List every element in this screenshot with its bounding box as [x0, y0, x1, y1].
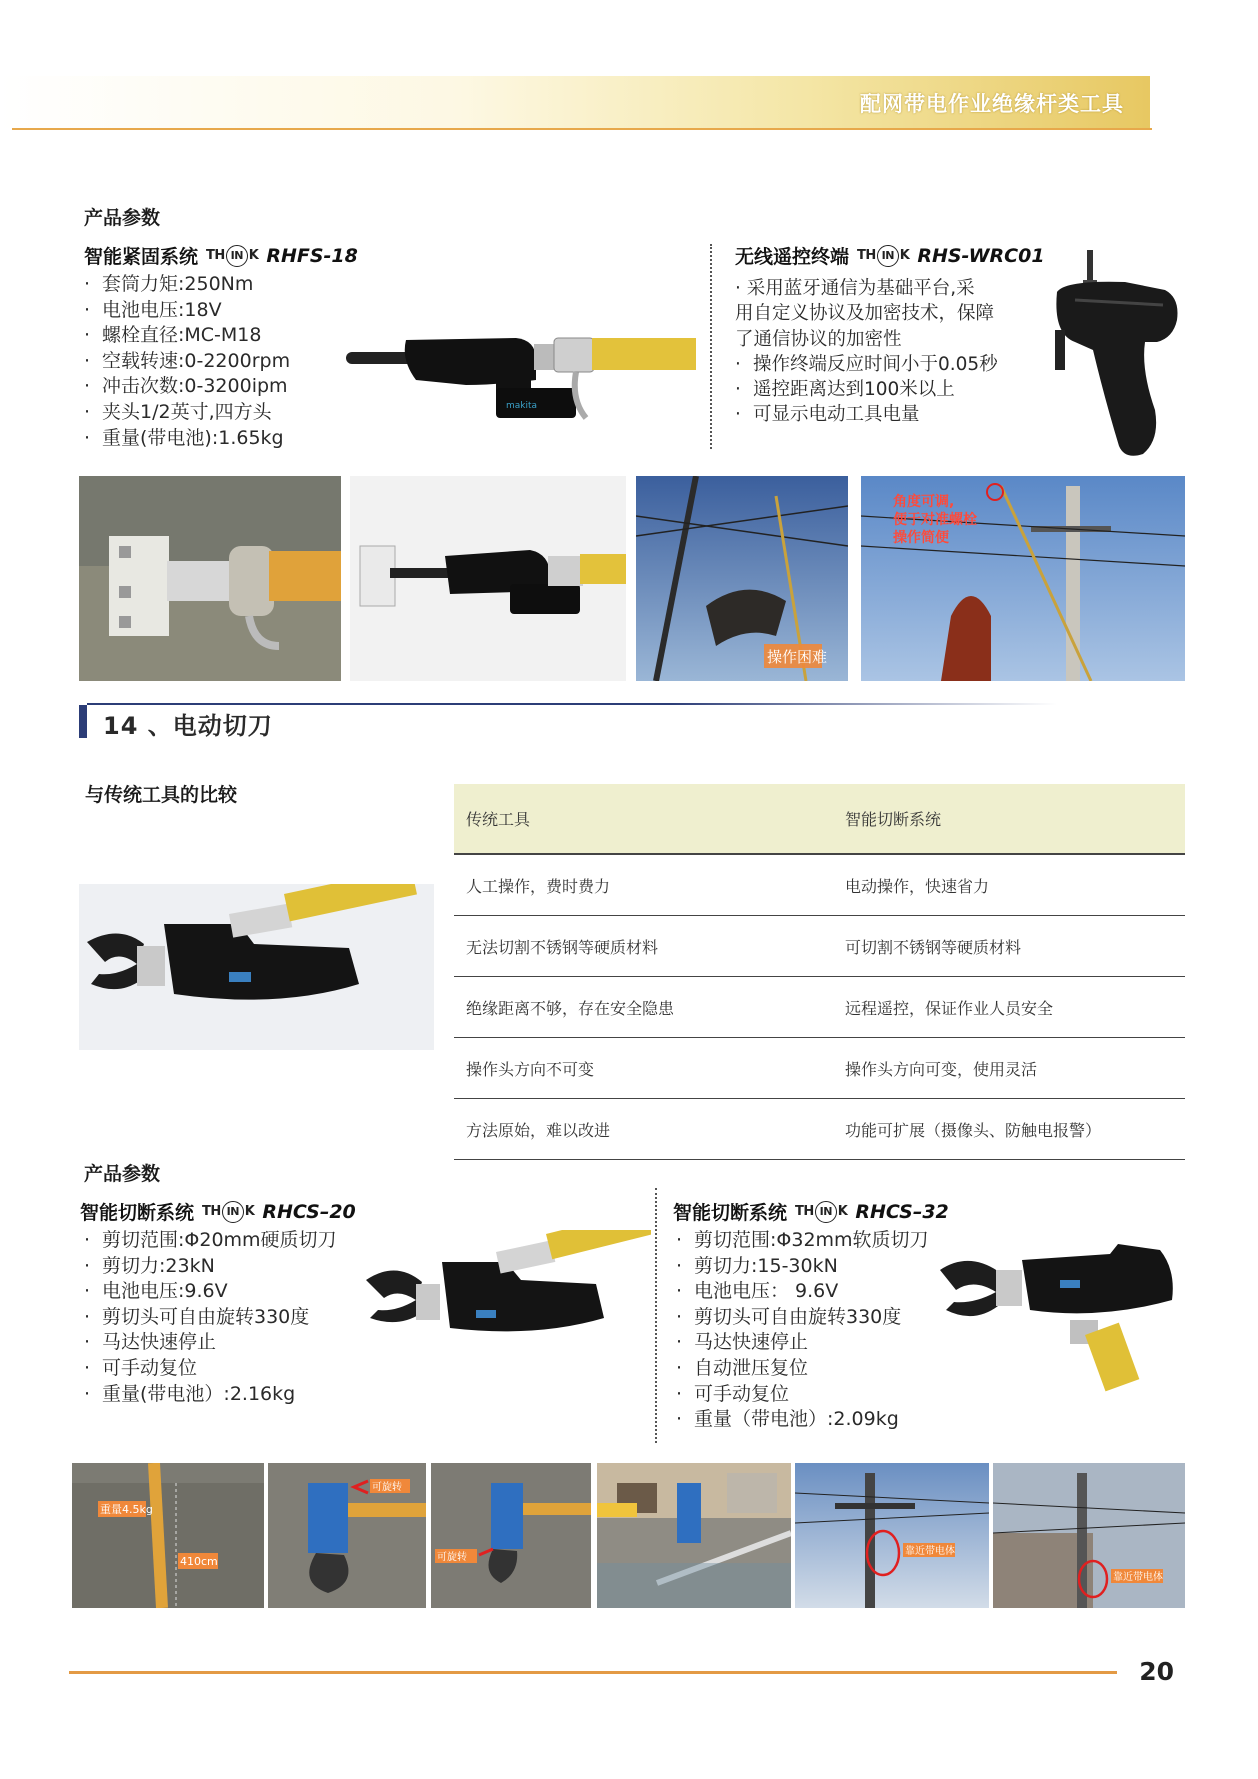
spec-item: · 遥控距离达到100米以上 [735, 379, 955, 401]
photo-rotate-1 [268, 1463, 426, 1608]
product-title-rhcs32 [673, 1198, 949, 1225]
table-row: 绝缘距离不够，存在安全隐患 远程遥控，保证作业人员安全 [454, 977, 1185, 1038]
product-title-rhcs20 [80, 1198, 356, 1225]
photo-pole-adjustable [861, 476, 1185, 681]
spec-item: · 操作终端反应时间小于0.05秒 [735, 353, 998, 375]
photo-outdoor-demo [597, 1463, 791, 1608]
product-title-wrc01 [735, 242, 1045, 269]
label-rotate-2: 可旋转 [437, 1552, 467, 1563]
think-logo: TH IN K [206, 245, 258, 267]
header-title: 配网带电作业绝缘杆类工具 [860, 92, 1124, 116]
think-logo: TH IN K [857, 245, 909, 267]
svg-text:角度可调,: 角度可调, [893, 494, 955, 510]
product-model: RHCS–20 [262, 1200, 356, 1223]
photo-rotate-2 [431, 1463, 591, 1608]
product-model: RHS-WRC01 [917, 244, 1045, 267]
header-rule [12, 128, 1152, 130]
page-number: 20 [1139, 1657, 1174, 1686]
product-name: 智能切断系统 [80, 1202, 195, 1224]
spec-item: · 重量（带电池）:2.09kg [676, 1408, 899, 1431]
spec-list-rhcs20 [84, 1228, 337, 1407]
spec-item: · 剪切范围:Φ32mm软质切刀 [676, 1229, 929, 1251]
params-heading-2: 产品参数 [84, 1163, 161, 1185]
table-row: 方法原始，难以改进 功能可扩展（摄像头、防触电报警） [454, 1099, 1185, 1160]
remote-control-image [1045, 250, 1185, 460]
section-header-14 [79, 703, 1057, 741]
product-name: 智能紧固系统 [84, 246, 199, 268]
table-row: 无法切割不锈钢等硬质材料 可切割不锈钢等硬质材料 [454, 916, 1185, 977]
spec-item: · 电池电压:9.6V [84, 1280, 228, 1303]
spec-item: · 冲击次数:0-3200ipm [84, 375, 288, 398]
think-logo: TH IN K [202, 1201, 254, 1223]
spec-item: · 可显示电动工具电量 [735, 404, 920, 426]
spec-item: · 可手动复位 [84, 1356, 198, 1379]
spec-item: · 马达快速停止 [676, 1331, 809, 1354]
table-row: 人工操作，费时费力 电动操作，快速省力 [454, 854, 1185, 916]
comparison-table [454, 784, 1185, 1160]
impact-wrench-image [346, 330, 696, 430]
photo-cutter-compare [79, 884, 434, 1050]
photo-label-difficult: 操作困难 [767, 648, 828, 666]
spec-item: · 剪切力:23kN [84, 1254, 215, 1277]
photo-live-line-2 [993, 1463, 1185, 1608]
photo-weight-length [72, 1463, 264, 1608]
column-divider-2 [655, 1188, 657, 1443]
wrc01-description: · 采用蓝牙通信为基础平台,采 用自定义协议及加密技术，保障 了通信协议的加密性 · 操作终端反应时间小于0.05秒 · 遥控距离达到100米以上 · 可显示电动工具电量 [735, 276, 1035, 428]
label-live-2: 靠近带电体 [1113, 1572, 1163, 1583]
photo-worker-on-pole [636, 476, 848, 681]
product-model: RHCS–32 [855, 1200, 949, 1223]
params-heading: 产品参数 [84, 207, 161, 229]
section-title: 14 、电动切刀 [103, 712, 273, 740]
spec-item: · 螺栓直径:MC-M18 [84, 324, 262, 347]
think-logo: TH IN K [795, 1201, 847, 1223]
svg-text:便于对准螺栓: 便于对准螺栓 [893, 512, 977, 528]
label-weight: 重量4.5kg [100, 1503, 153, 1516]
photo-tool-closeup [79, 476, 341, 681]
header-traditional: 传统工具 [454, 784, 833, 854]
product-name: 智能切断系统 [673, 1202, 788, 1224]
label-live-1: 靠近带电体 [905, 1546, 955, 1557]
footer-rule [69, 1671, 1117, 1674]
compare-heading: 与传统工具的比较 [85, 784, 238, 806]
spec-item: · 剪切头可自由旋转330度 [84, 1305, 310, 1328]
spec-item: · 重量(带电池）:2.16kg [84, 1382, 296, 1405]
spec-item: · 剪切范围:Φ20mm硬质切刀 [84, 1229, 337, 1251]
spec-item: · 可手动复位 [676, 1382, 790, 1405]
product-title-rhfs18 [84, 242, 358, 269]
spec-item: · 电池电压： 9.6V [676, 1280, 839, 1303]
spec-item: · 电池电压:18V [84, 298, 222, 321]
spec-item: · 剪切头可自由旋转330度 [676, 1305, 902, 1328]
spec-item: · 自动泄压复位 [676, 1356, 809, 1379]
column-divider [710, 244, 712, 449]
spec-item: · 夹头1/2英寸,四方头 [84, 400, 272, 423]
svg-text:makita: makita [506, 401, 538, 411]
spec-list-rhfs18 [84, 272, 290, 451]
label-rotate-1: 可旋转 [372, 1482, 402, 1493]
svg-text:操作简便: 操作简便 [893, 530, 949, 546]
table-header-row [454, 784, 1185, 854]
label-length: 410cm [180, 1555, 218, 1568]
spec-item: · 空载转速:0-2200rpm [84, 349, 291, 372]
spec-item: · 剪切力:15-30kN [676, 1254, 838, 1277]
cutter-rhcs20-image [366, 1230, 651, 1350]
photo-tool-white [350, 476, 626, 681]
spec-item: · 马达快速停止 [84, 1331, 217, 1354]
photo-live-line-1 [795, 1463, 989, 1608]
spec-item: · 套筒力矩:250Nm [84, 273, 254, 295]
spec-list-rhcs32 [676, 1228, 929, 1433]
product-name: 无线遥控终端 [735, 246, 850, 268]
spec-item: · 重量(带电池):1.65kg [84, 426, 284, 449]
product-model: RHFS-18 [266, 244, 358, 267]
header-smart: 智能切断系统 [833, 784, 1185, 854]
cutter-rhcs32-image [940, 1240, 1180, 1400]
table-row: 操作头方向不可变 操作头方向可变，使用灵活 [454, 1038, 1185, 1099]
